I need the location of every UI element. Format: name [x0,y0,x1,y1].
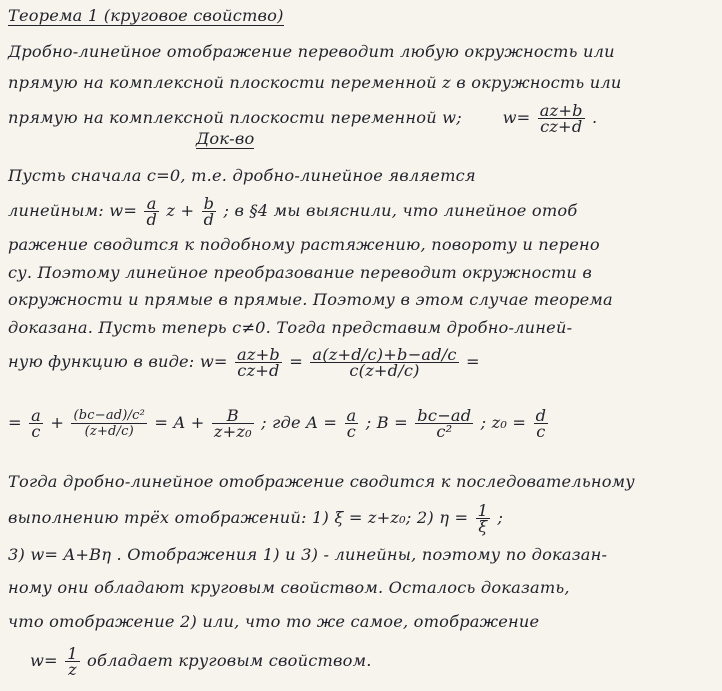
frac-bc-ad [71,408,147,439]
proof-line-6: доказана. Пусть теперь c≠0. Тогда представим дробно-линей- [8,318,573,337]
tail-line-4: ному они обладают круговым свойством. Осталось доказать, [8,578,570,597]
tail-line-2b: ; [497,508,504,527]
frac-1-over-z [65,646,80,677]
tail-line-6b: обладает круговым свойством. [87,651,372,670]
frac-az-b-cz-d [235,347,282,378]
theorem-dot: . [592,108,598,127]
frac-B-def [415,408,473,439]
frac-B-num: bc−ad [417,406,472,425]
proof-line-7w: w= [199,352,228,371]
frac-xi: ξ [478,517,488,536]
theorem-title: Теорема 1 (круговое свойство) [8,6,284,25]
frac-d: d [146,210,158,229]
frac-c8: c [31,422,41,441]
proof-line-3: ражение сводится к подобному растяжению, повороту и перено [8,235,600,254]
frac-z: z [68,660,77,679]
proof-line-7-end: = [466,352,480,371]
proof-line-1: Пусть сначала c=0, т.е. дробно-линейное является [8,166,476,185]
tail-line-3: 3) w= A+Bη . Отображения 1) и 3) - линейны, поэтому по доказан- [8,545,608,564]
proof-line-8-where: ; где A = [261,413,338,432]
theorem-frac-num: az+b [539,101,583,120]
theorem-title-line [8,6,716,26]
frac-bc-ad-den: (z+d/c) [84,424,134,439]
frac-B-over-z [212,408,254,439]
frac-z0-den: c [536,422,546,441]
frac-expanded-den: c(z+d/c) [349,361,420,380]
proof-line-7 [8,347,716,378]
tail-line-2a: выполнению трёх отображений: 1) ξ = z+z₀; 2) η = [8,508,469,527]
frac-1-over-xi [476,503,491,534]
theorem-line-3-text: прямую на комплексной плоскости переменной w; [8,108,462,127]
frac-expanded-num: a(z+d/c)+b−ad/c [312,345,457,364]
frac-z-z0: z+z₀ [213,422,252,441]
tail-line-6 [30,646,716,677]
frac-z0-num: d [535,406,547,425]
frac-A-den: c [346,422,357,441]
proof-line-8-eq: = [8,413,22,432]
proof-line-5: окружности и прямые в прямые. Поэтому в этом случае теорема [8,290,613,309]
proof-line-2b: z + [166,201,195,220]
proof-line-7-eq: = [289,352,304,371]
tail-line-6a: w= [30,651,58,670]
theorem-line-1: Дробно-линейное отображение переводит любую окружность или [8,42,615,61]
frac-d2: d [203,210,215,229]
frac-a: a [144,196,159,212]
proof-heading-line [196,129,716,149]
tail-line-1: Тогда дробно-линейное отображение сводится к последовательному [8,472,635,491]
frac-a-over-c [29,408,43,439]
tail-line-2 [8,503,716,534]
proof-line-8 [8,408,716,439]
frac-A-num: a [346,406,357,425]
proof-heading: Док-во [196,129,255,148]
frac-z0-def [534,408,549,439]
proof-line-2a: линейным: w= [8,201,138,220]
frac-cz-d: cz+d [237,361,280,380]
theorem-w: w= [502,108,531,127]
frac-expanded [310,347,458,378]
frac-b: b [203,194,215,213]
frac-A-def [345,408,359,439]
frac-a8: a [31,406,41,425]
proof-line-8-mid: = A + [154,413,205,432]
proof-line-8-Bdef: ; B = [365,413,408,432]
theorem-frac-den: cz+d [540,117,583,136]
frac-1b: 1 [67,644,78,663]
proof-line-4: су. Поэтому линейное преобразование переводит окружности в [8,263,593,282]
proof-line-8-plus: + [50,413,65,432]
proof-line-8-z0: ; z₀ = [480,413,527,432]
frac-az-b: az+b [237,345,280,364]
frac-bc-ad-num: (bc−ad)/c² [73,408,146,423]
tail-line-5: что отображение 2) или, что то же самое, отображение [8,612,540,631]
frac-B-den: c² [436,422,453,441]
proof-line-7a: ную функцию в виде: [8,352,195,371]
frac-b-over-d [202,196,217,227]
frac-1: 1 [477,501,489,520]
frac-a-over-d [144,196,159,227]
proof-line-2 [8,196,716,227]
theorem-line-2: прямую на комплексной плоскости переменной z в окружность или [8,73,622,92]
proof-line-2c: ; в §4 мы выяснили, что линейное отоб [223,201,578,220]
frac-B: B [212,408,254,424]
